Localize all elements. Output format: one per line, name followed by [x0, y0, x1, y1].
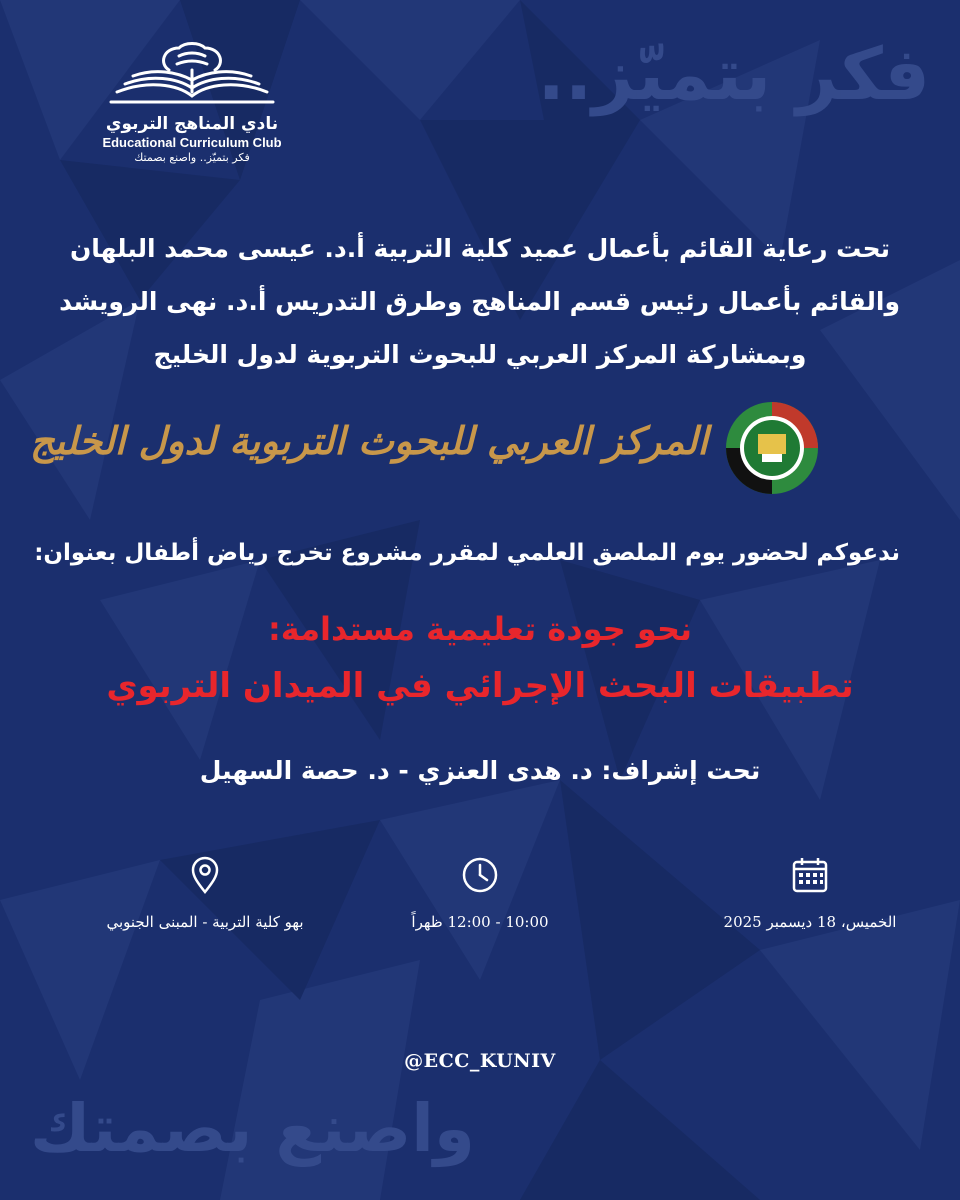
time-label: 10:00 - 12:00 ظهراً: [411, 913, 549, 931]
supervision-text: تحت إشراف: د. هدى العنزي - د. حصة السهيل: [199, 756, 761, 785]
club-slogan: فكر بتميّز.. واصنع بصمتك: [134, 151, 250, 164]
watermark-bottom: واصنع بصمتك: [30, 1090, 475, 1167]
location-label: بهو كلية التربية - المبنى الجنوبي: [106, 913, 304, 931]
brain-book-logo-icon: [107, 40, 277, 112]
patronage-line: وبمشاركة المركز العربي للبحوث التربوية لدول الخليج: [153, 340, 807, 369]
watermark-top: فكر بتميّز..: [537, 32, 930, 116]
seal-icon: [724, 400, 820, 496]
calendar-icon: [790, 855, 830, 895]
event-title-line1: نحو جودة تعليمية مستدامة:: [267, 610, 693, 648]
social-handle[interactable]: @ECC_KUNIV: [404, 1050, 556, 1072]
date-label: الخميس، 18 ديسمبر 2025: [723, 913, 897, 931]
club-logo: [92, 40, 292, 164]
date-info: [680, 855, 940, 931]
club-name-ar: نادي المناهج التربوي: [105, 114, 279, 134]
partner-logo: [30, 400, 820, 490]
partner-name: المركز العربي للبحوث التربوية لدول الخليج: [30, 418, 708, 463]
invitation-text: ندعوكم لحضور يوم الملصق العلمي لمقرر مشروع تخرج رياض أطفال بعنوان:: [34, 540, 900, 566]
patronage-line: والقائم بأعمال رئيس قسم المناهج وطرق التدريس أ.د. نهى الرويشد: [59, 287, 900, 316]
patronage-block: [60, 222, 900, 381]
time-info: [350, 855, 610, 931]
patronage-line: تحت رعاية القائم بأعمال عميد كلية التربية أ.د. عيسى محمد البلهان: [69, 234, 891, 263]
clock-icon: [460, 855, 500, 895]
event-title-line2: تطبيقات البحث الإجرائي في الميدان التربوي: [106, 666, 854, 706]
club-name-en: Educational Curriculum Club: [102, 135, 282, 150]
location-info: [75, 855, 335, 931]
location-pin-icon: [185, 855, 225, 895]
